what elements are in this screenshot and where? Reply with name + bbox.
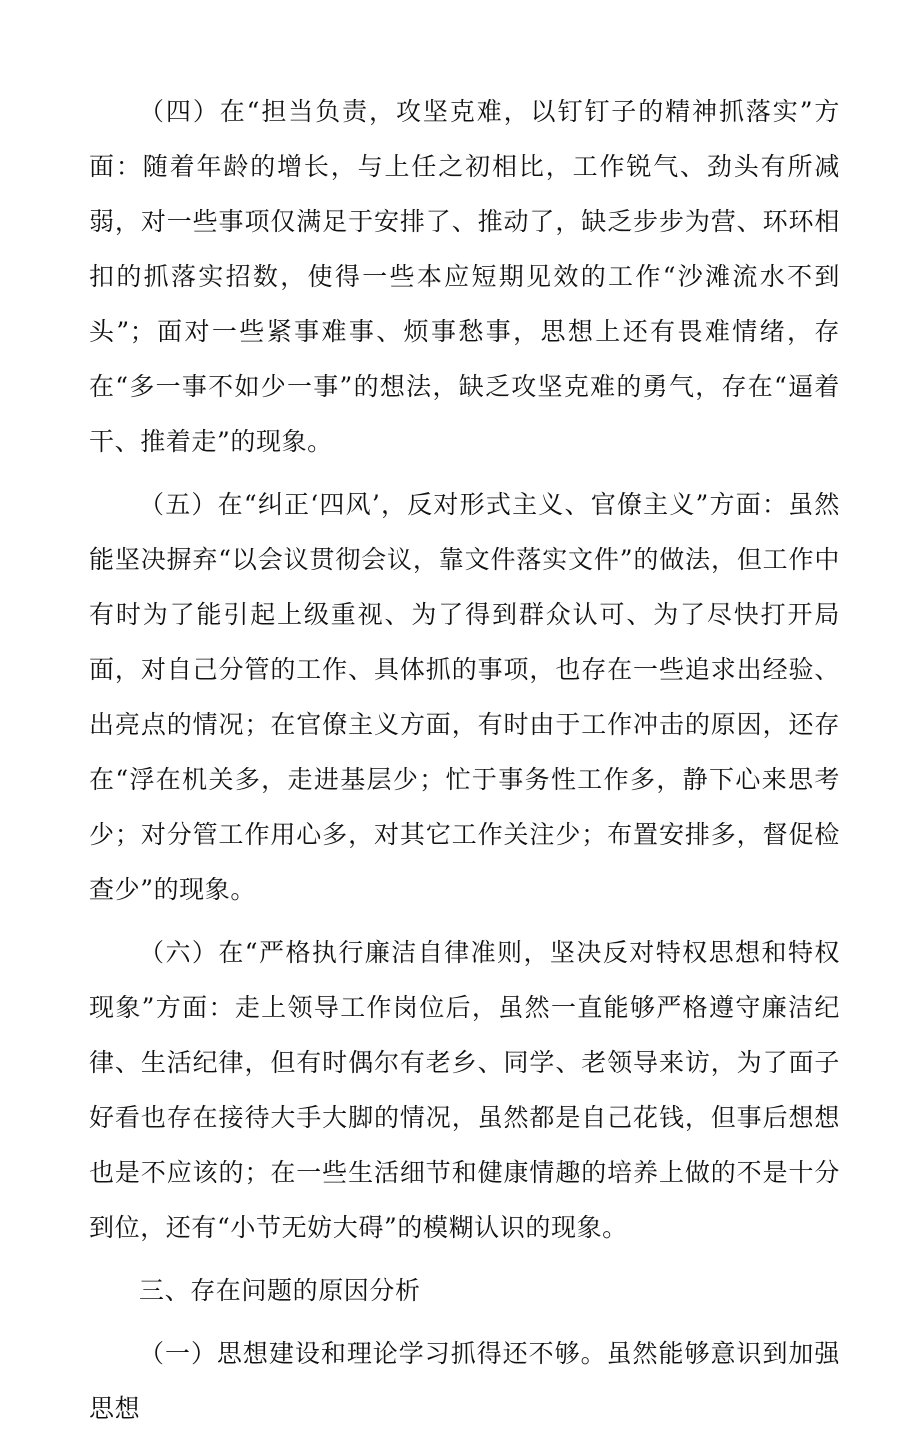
section-heading-cause-analysis: 三、存在问题的原因分析: [139, 1276, 421, 1305]
paragraph-section-6: （六）在“严格执行廉洁自律准则，坚决反对特权思想和特权现象”方面：走上领导工作岗位后，虽然一直能够严格遵守廉洁纪律、生活纪律，但有时偶尔有老乡、同学、老领导来访，为了面子好看也存在接待大手大脚的情况，虽然都是自己花钱，但事后想想也是不应该的；在一些生活细节和健康情趣的培养上做的不是十分到位，还有“小节无妨大碍”的模糊认识的现象。: [89, 938, 840, 1242]
paragraph-section-4: （四）在“担当负责，攻坚克难，以钉钉子的精神抓落实”方面：随着年龄的增长，与上任之初相比，工作锐气、劲头有所减弱，对一些事项仅满足于安排了、推动了，缺乏步步为营、环环相扣的抓落实招数，使得一些本应短期见效的工作“沙滩流水不到头”；面对一些紧事难事、烦事愁事，思想上还有畏难情绪，存在“多一事不如少一事”的想法，缺乏攻坚克难的勇气，存在“逼着干、推着走”的现象。: [89, 97, 840, 456]
paragraph-cause-1: （一）思想建设和理论学习抓得还不够。虽然能够意识到加强思想: [89, 1339, 840, 1423]
paragraph-section-5: （五）在“纠正‘四风’，反对形式主义、官僚主义”方面：虽然能坚决摒弃“以会议贯彻会议，靠文件落实文件”的做法，但工作中有时为了能引起上级重视、为了得到群众认可、为了尽快打开局面，对自己分管的工作、具体抓的事项，也存在一些追求出经验、出亮点的情况；在官僚主义方面，有时由于工作冲击的原因，还存在“浮在机关多，走进基层少；忙于事务性工作多，静下心来思考少；对分管工作用心多，对其它工作关注少；布置安排多，督促检查少”的现象。: [89, 490, 840, 904]
